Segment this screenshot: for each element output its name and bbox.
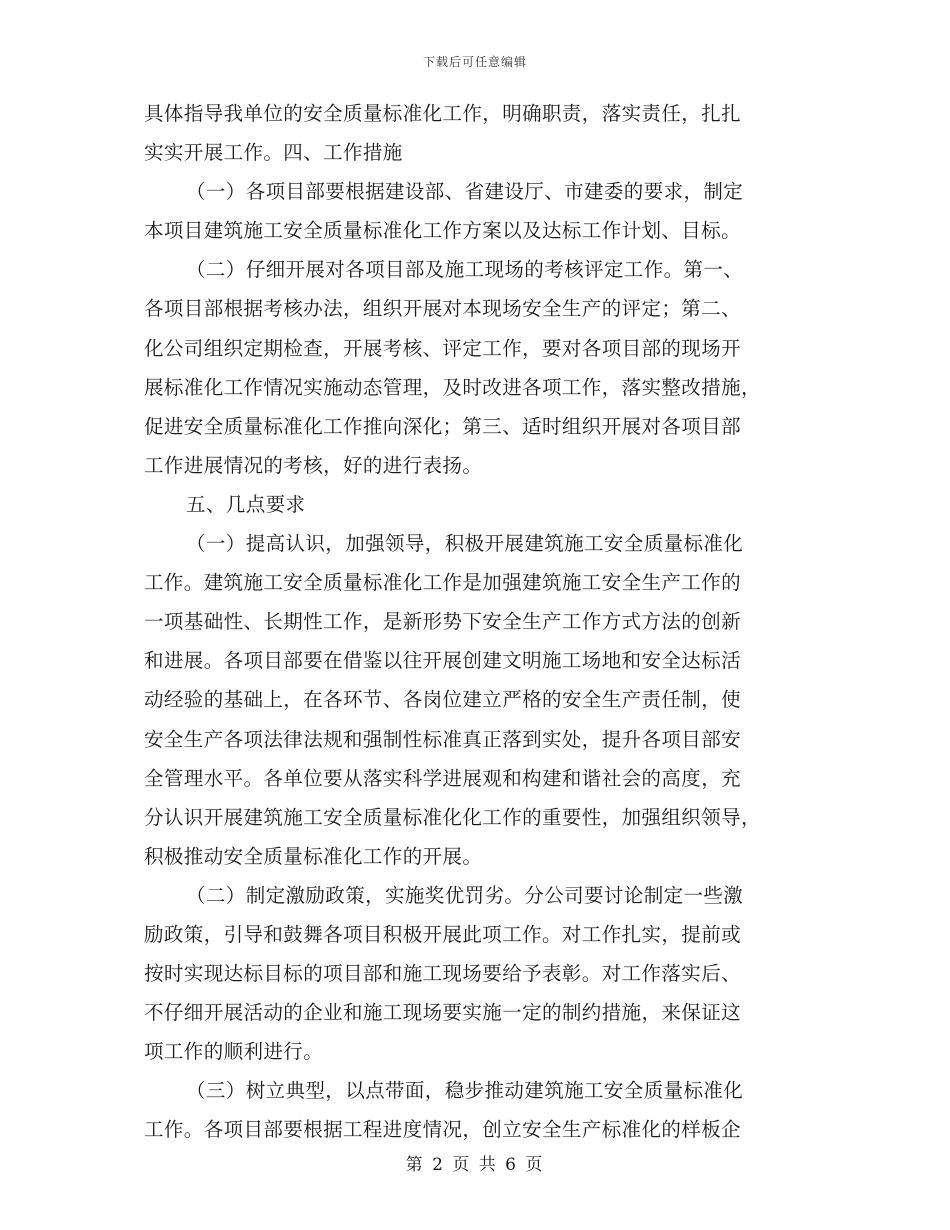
text-line: 按时实现达标目标的项目部和施工现场要给予表彰。对工作落实后、: [144, 962, 742, 986]
text-line: 工作。各项目部要根据工程进度情况，创立安全生产标准化的样板企: [144, 1118, 742, 1142]
text-line: 工作进展情况的考核，好的进行表扬。: [144, 453, 483, 477]
page-header: 下载后可任意编辑: [422, 55, 527, 69]
text-line: （二）仔细开展对各项目部及施工现场的考核评定工作。第一、: [186, 258, 744, 282]
text-line: 动经验的基础上，在各环节、各岗位建立严格的安全生产责任制，使: [144, 688, 742, 712]
text-line: 积极推动安全质量标准化工作的开展。: [144, 844, 483, 868]
text-line: 全管理水平。各单位要从落实科学进展观和构建和谐社会的高度，充: [144, 766, 742, 790]
text-line: 本项目建筑施工安全质量标准化工作方案以及达标工作计划、目标。: [144, 219, 742, 243]
text-line: 和进展。各项目部要在借鉴以往开展创建文明施工场地和安全达标活: [144, 649, 742, 673]
text-line: 化公司组织定期检查，开展考核、评定工作，要对各项目部的现场开: [144, 336, 742, 360]
text-line: 不仔细开展活动的企业和施工现场要实施一定的制约措施，来保证这: [144, 1001, 742, 1025]
text-line: 展标准化工作情况实施动态管理，及时改进各项工作，落实整改措施，: [144, 375, 761, 399]
text-line: 一项基础性、长期性工作，是新形势下安全生产工作方式方法的创新: [144, 610, 742, 634]
page-footer: 第 2 页 共 6 页: [405, 1155, 545, 1175]
text-line: 分认识开展建筑施工安全质量标准化化工作的重要性，加强组织领导，: [144, 805, 761, 829]
text-line: （三）树立典型，以点带面，稳步推动建筑施工安全质量标准化: [186, 1079, 744, 1103]
text-line: 具体指导我单位的安全质量标准化工作，明确职责，落实责任，扎扎: [144, 102, 742, 125]
text-line: 促进安全质量标准化工作推向深化；第三、适时组织开展对各项目部: [144, 414, 742, 438]
text-line: 项工作的顺利进行。: [144, 1040, 324, 1064]
text-line: 工作。建筑施工安全质量标准化工作是加强建筑施工安全生产工作的: [144, 571, 742, 595]
text-line: 实实开展工作。四、工作措施: [144, 141, 403, 165]
text-line: 安全生产各项法律法规和强制性标准真正落到实处，提升各项目部安: [144, 727, 742, 751]
text-line: 各项目部根据考核办法，组织开展对本现场安全生产的评定；第二、: [144, 297, 742, 321]
text-line: （一）各项目部要根据建设部、省建设厅、市建委的要求，制定: [186, 180, 744, 204]
text-line: （二）制定激励政策，实施奖优罚劣。分公司要讨论制定一些激: [186, 883, 744, 907]
document-body: [144, 94, 804, 1150]
text-line: 五、几点要求: [186, 492, 306, 516]
text-line: 励政策，引导和鼓舞各项目积极开展此项工作。对工作扎实，提前或: [144, 922, 742, 946]
text-line: （一）提高认识，加强领导，积极开展建筑施工安全质量标准化: [186, 532, 744, 556]
